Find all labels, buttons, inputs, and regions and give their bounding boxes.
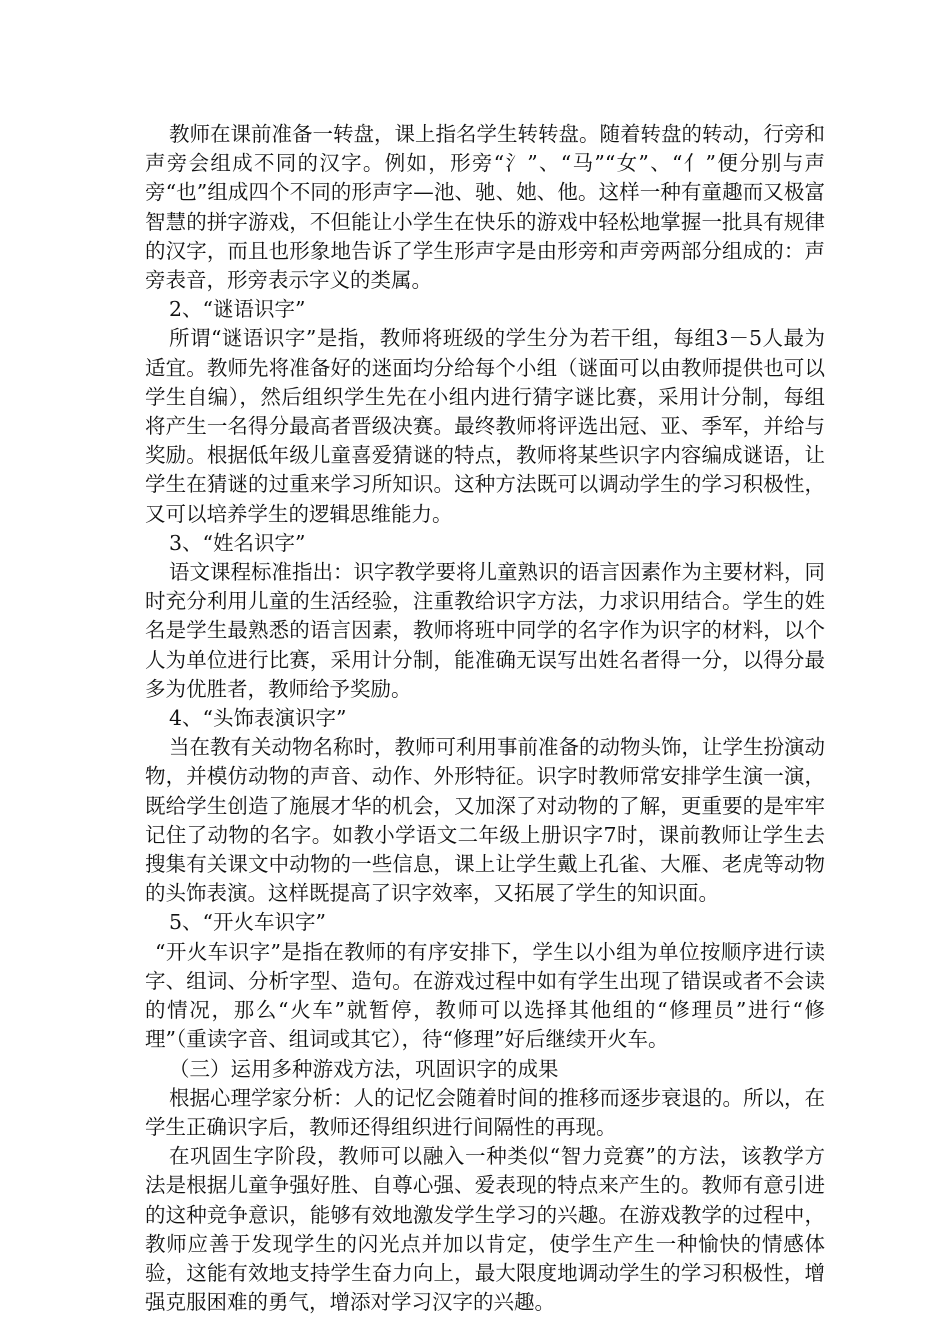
paragraph-headdress-literacy: 当在教有关动物名称时，教师可利用事前准备的动物头饰，让学生扮演动物，并模仿动物的声音、动作、外形特征。识字时教师常安排学生演一演，既给学生创造了施展才华的机会，又加深了对动物的了解，更重要的是牢牢记住了动物的名字。如教小学语文二年级上册识字7时，课前教师让学生去搜集有关课文中动物的一些信息，课上让学生戴上孔雀、大雁、老虎等动物的头饰表演。这样既提高了识字效率，又拓展了学生的知识面。 (145, 735, 825, 906)
paragraph-train-literacy: “开火车识字”是指在教师的有序安排下，学生以小组为单位按顺序进行读字、组词、分析字型、造句。在游戏过程中如有学生出现了错误或者不会读的情况，那么“火车”就暂停，教师可以选择其他组的“修理员”进行“修理”（重读字音、组词或其它），待“修理”好后继续开火车。 (145, 939, 825, 1052)
paragraph-competition-method: 在巩固生字阶段，教师可以融入一种类似“智力竞赛”的方法，该教学方法是根据儿童争强好胜、自尊心强、爱表现的特点来产生的。教师有意引进的这种竞争意识，能够有效地激发学生学习的兴趣。在游戏教学的过程中，教师应善于发现学生的闪光点并加以肯定，使学生产生一种愉快的情感体验，这能有效地支持学生奋力向上，最大限度地调动学生的学习积极性，增强克服困难的勇气，增添对学习汉字的兴趣。 (145, 1144, 825, 1315)
heading-name-literacy: 3、“姓名识字” (169, 530, 306, 555)
heading-headdress-literacy: 4、“头饰表演识字” (169, 706, 347, 731)
paragraph-spinner-game: 教师在课前准备一转盘，课上指名学生转转盘。随着转盘的转动，行旁和声旁会组成不同的汉字。例如，形旁“氵”、“马”“女”、“亻”便分别与声旁“也”组成四个不同的形声字—池、驰、她、他。这样一种有童趣而又极富智慧的拼字游戏，不但能让小学生在快乐的游戏中轻松地掌握一批具有规律的汉字，而且也形象地告诉了学生形声字是由形旁和声旁两部分组成的：声旁表音，形旁表示字义的类属。 (145, 122, 825, 293)
heading-riddle-literacy: 2、“谜语识字” (169, 297, 306, 322)
heading-consolidate-literacy: （三）运用多种游戏方法，巩固识字的成果 (169, 1056, 559, 1081)
heading-train-literacy: 5、“开火车识字” (169, 910, 327, 935)
document-body (145, 120, 825, 1317)
paragraph-memory-decline: 根据心理学家分析：人的记忆会随着时间的推移而逐步衰退的。所以，在学生正确识字后，教师还得组织进行间隔性的再现。 (145, 1085, 825, 1139)
paragraph-riddle-literacy: 所谓“谜语识字”是指，教师将班级的学生分为若干组，每组3－5人最为适宜。教师先将准备好的迷面均分给每个小组（谜面可以由教师提供也可以学生自编），然后组织学生先在小组内进行猜字谜比赛，采用计分制，每组将产生一名得分最高者晋级决赛。最终教师将评选出冠、亚、季军，并给与奖励。根据低年级儿童喜爱猜谜的特点，教师将某些识字内容编成谜语，让学生在猜谜的过重来学习所知识。这种方法既可以调动学生的学习积极性，又可以培养学生的逻辑思维能力。 (145, 326, 825, 526)
paragraph-name-literacy: 语文课程标准指出：识字教学要将儿童熟识的语言因素作为主要材料，同时充分利用儿童的生活经验，注重教给识字方法，力求识用结合。学生的姓名是学生最熟悉的语言因素，教师将班中同学的名字作为识字的材料，以个人为单位进行比赛，采用计分制，能准确无误写出姓名者得一分，以得分最多为优胜者，教师给予奖励。 (145, 560, 825, 701)
